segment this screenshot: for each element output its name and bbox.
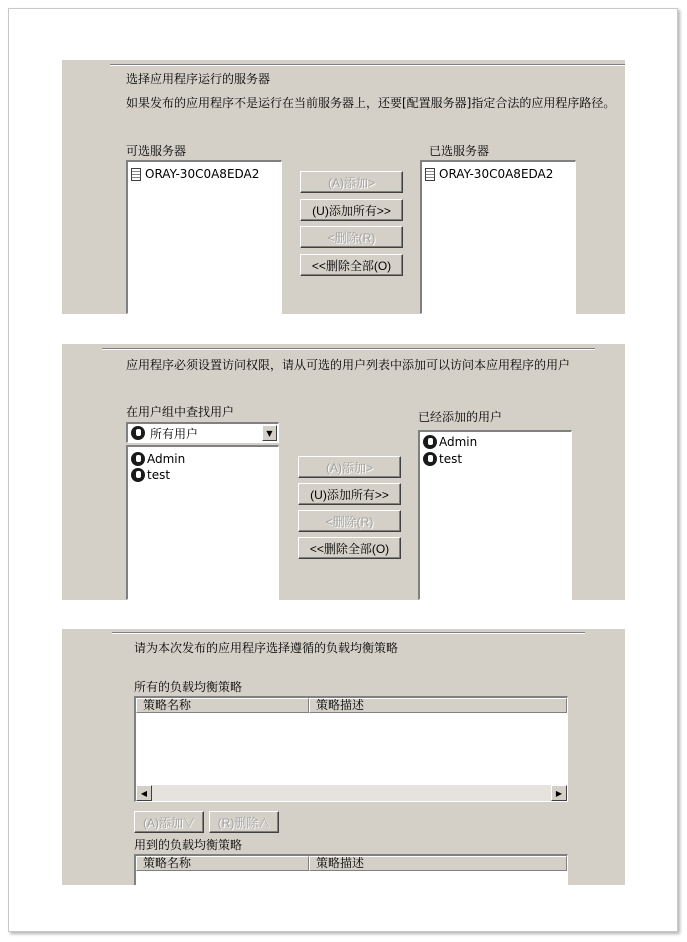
panel-description: 应用程序必须设置访问权限，请从可选的用户列表中添加可以访问本应用程序的用户 <box>126 358 571 372</box>
panel-description: 如果发布的应用程序不是运行在当前服务器上，还要[配置服务器]指定合法的应用程序路径。 <box>126 96 616 110</box>
column-header-policy-description[interactable]: 策略描述 <box>309 856 567 871</box>
server-icon <box>425 168 435 181</box>
available-servers-list[interactable] <box>126 160 282 314</box>
selected-servers-label: 已选服务器 <box>429 144 490 158</box>
column-header-policy-description[interactable]: 策略描述 <box>309 698 567 713</box>
list-item[interactable] <box>423 434 477 450</box>
added-users-label: 已经添加的用户 <box>418 410 503 424</box>
selected-servers-list[interactable] <box>420 160 576 314</box>
horizontal-scrollbar[interactable] <box>136 785 567 801</box>
scroll-left-icon[interactable]: ◀ <box>136 785 152 801</box>
column-header-policy-name[interactable]: 策略名称 <box>136 856 309 871</box>
server-icon <box>131 168 141 181</box>
user-group-dropdown[interactable] <box>126 422 279 443</box>
list-item[interactable] <box>423 451 462 467</box>
server-selection-panel <box>62 60 625 314</box>
user-icon <box>423 452 437 466</box>
panel-description: 请为本次发布的应用程序选择遵循的负载均衡策略 <box>134 641 399 655</box>
user-group-icon <box>131 426 145 440</box>
add-all-button[interactable]: (U)添加所有>> <box>298 483 401 505</box>
available-users-list[interactable] <box>126 445 279 600</box>
all-policies-label: 所有的负载均衡策略 <box>134 680 243 694</box>
list-item[interactable] <box>425 166 553 182</box>
listview-header <box>136 698 567 713</box>
panel-title: 选择应用程序运行的服务器 <box>126 72 271 86</box>
remove-button[interactable]: <删除(R) <box>300 226 403 248</box>
load-balancing-panel <box>62 629 625 885</box>
listview-header <box>136 856 567 871</box>
add-policy-button[interactable]: (A)添加∨ <box>134 811 204 833</box>
separator <box>102 348 595 350</box>
user-icon <box>423 435 437 449</box>
added-users-list[interactable] <box>418 430 572 600</box>
remove-policy-button[interactable]: (R)删除∧ <box>209 811 279 833</box>
user-name: Admin <box>439 435 478 449</box>
available-servers-label: 可选服务器 <box>126 144 187 158</box>
scroll-right-icon[interactable]: ▶ <box>551 785 567 801</box>
user-permissions-panel <box>62 344 625 600</box>
list-item[interactable] <box>131 467 170 483</box>
remove-all-button[interactable]: <<删除全部(O) <box>300 254 403 276</box>
list-item[interactable] <box>131 451 185 467</box>
user-name: test <box>147 468 171 482</box>
used-policies-label: 用到的负载均衡策略 <box>134 838 243 852</box>
server-name: ORAY-30C0A8EDA2 <box>145 167 260 181</box>
separator <box>110 64 625 66</box>
user-icon <box>131 468 145 482</box>
all-policies-listview[interactable] <box>134 696 568 802</box>
remove-all-button[interactable]: <<删除全部(O) <box>298 537 401 559</box>
chevron-down-icon[interactable]: ▼ <box>262 425 277 441</box>
user-icon <box>131 452 145 466</box>
used-policies-listview[interactable] <box>134 854 568 885</box>
remove-button[interactable]: <删除(R) <box>298 510 401 532</box>
user-name: Admin <box>147 452 186 466</box>
add-button[interactable]: (A)添加> <box>300 171 403 193</box>
dropdown-value: 所有用户 <box>150 426 199 441</box>
add-button[interactable]: (A)添加> <box>298 456 401 478</box>
column-header-policy-name[interactable]: 策略名称 <box>136 698 309 713</box>
find-users-label: 在用户组中查找用户 <box>126 405 235 419</box>
separator <box>112 632 585 634</box>
server-name: ORAY-30C0A8EDA2 <box>439 167 554 181</box>
list-item[interactable] <box>131 166 259 182</box>
user-name: test <box>439 452 463 466</box>
add-all-button[interactable]: (U)添加所有>> <box>300 199 403 221</box>
